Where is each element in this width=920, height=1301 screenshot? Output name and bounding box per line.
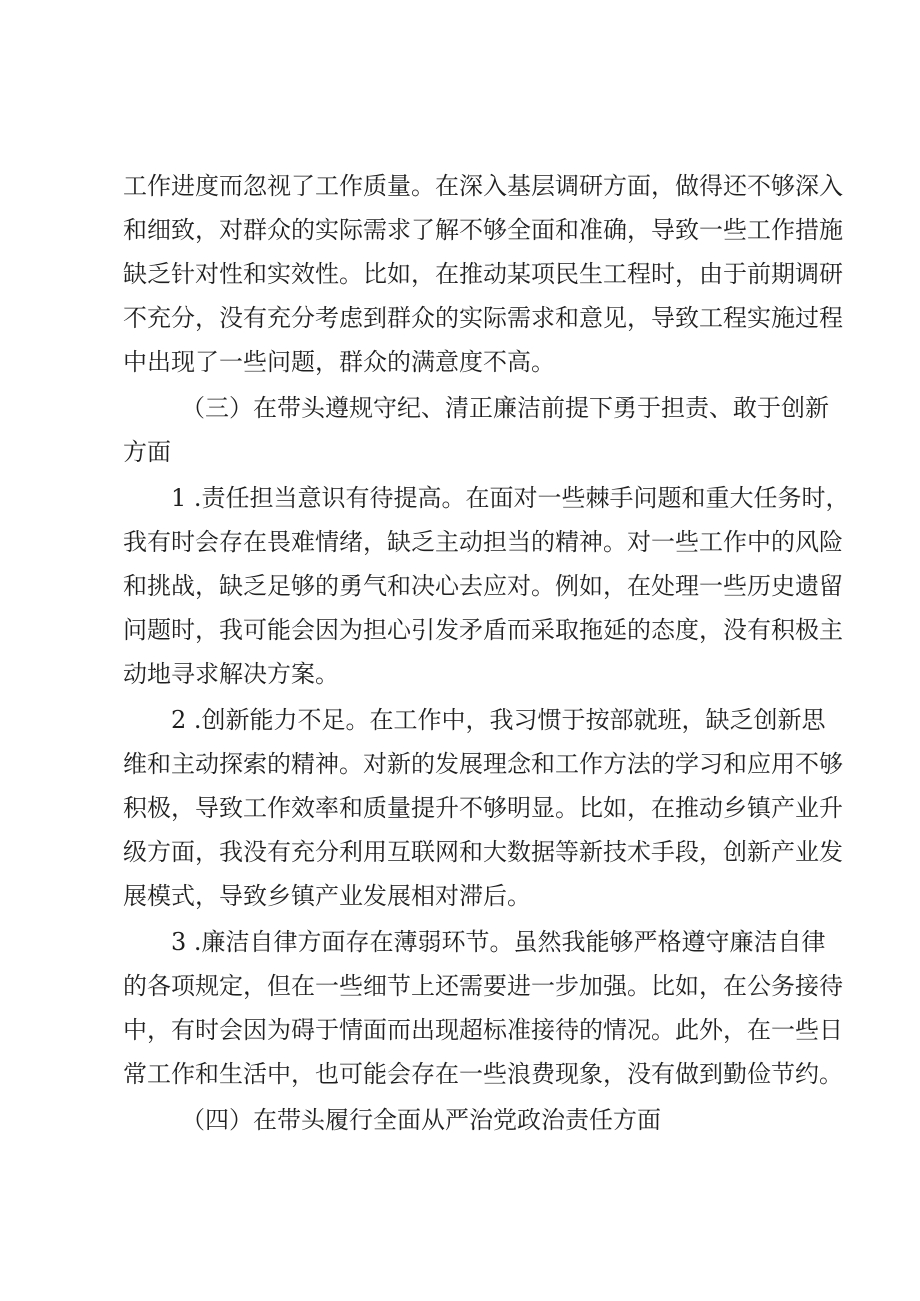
item-1-title-line: 1 .责任担当意识有待提高。在面对一些棘手问题和重大任务时， — [171, 484, 850, 512]
item-2-line: 积极，导致工作效率和质量提升不够明显。比如，在推动乡镇产业升 — [123, 794, 843, 822]
item-1-line: 动地寻求解决方案。 — [123, 660, 339, 688]
item-2-line: 级方面，我没有充分利用互联网和大数据等新技术手段，创新产业发 — [123, 838, 843, 866]
item-2-line: 展模式，导致乡镇产业发展相对滞后。 — [123, 882, 531, 910]
section-heading-3: （三）在带头遵规守纪、清正廉洁前提下勇于担责、敢于创新 — [181, 394, 829, 422]
item-2-title-line: 2 .创新能力不足。在工作中，我习惯于按部就班，缺乏创新思 — [171, 706, 826, 734]
item-3-line: 中，有时会因为碍于情面而出现超标准接待的情况。此外，在一些日 — [123, 1016, 843, 1044]
item-3-title-line: 3 .廉洁自律方面存在薄弱环节。虽然我能够严格遵守廉洁自律 — [171, 928, 826, 956]
paragraph-line: 不充分，没有充分考虑到群众的实际需求和意见，导致工程实施过程 — [123, 304, 843, 332]
paragraph-line: 和细致，对群众的实际需求了解不够全面和准确，导致一些工作措施 — [123, 216, 843, 244]
item-3-line: 的各项规定，但在一些细节上还需要进一步加强。比如，在公务接待 — [123, 972, 843, 1000]
item-1-line: 和挑战，缺乏足够的勇气和决心去应对。例如，在处理一些历史遗留 — [123, 572, 843, 600]
item-2-line: 维和主动探索的精神。对新的发展理念和工作方法的学习和应用不够 — [123, 750, 843, 778]
paragraph-line: 缺乏针对性和实效性。比如，在推动某项民生工程时，由于前期调研 — [123, 260, 843, 288]
paragraph-line: 中出现了一些问题，群众的满意度不高。 — [123, 348, 555, 376]
section-heading-3-continued: 方面 — [123, 438, 171, 466]
item-1-line: 我有时会存在畏难情绪，缺乏主动担当的精神。对一些工作中的风险 — [123, 528, 843, 556]
item-1-line: 问题时，我可能会因为担心引发矛盾而采取拖延的态度，没有积极主 — [123, 616, 843, 644]
section-heading-4: （四）在带头履行全面从严治党政治责任方面 — [181, 1106, 661, 1134]
paragraph-line: 工作进度而忽视了工作质量。在深入基层调研方面，做得还不够深入 — [123, 172, 843, 200]
item-3-line: 常工作和生活中，也可能会存在一些浪费现象，没有做到勤俭节约。 — [123, 1060, 843, 1088]
